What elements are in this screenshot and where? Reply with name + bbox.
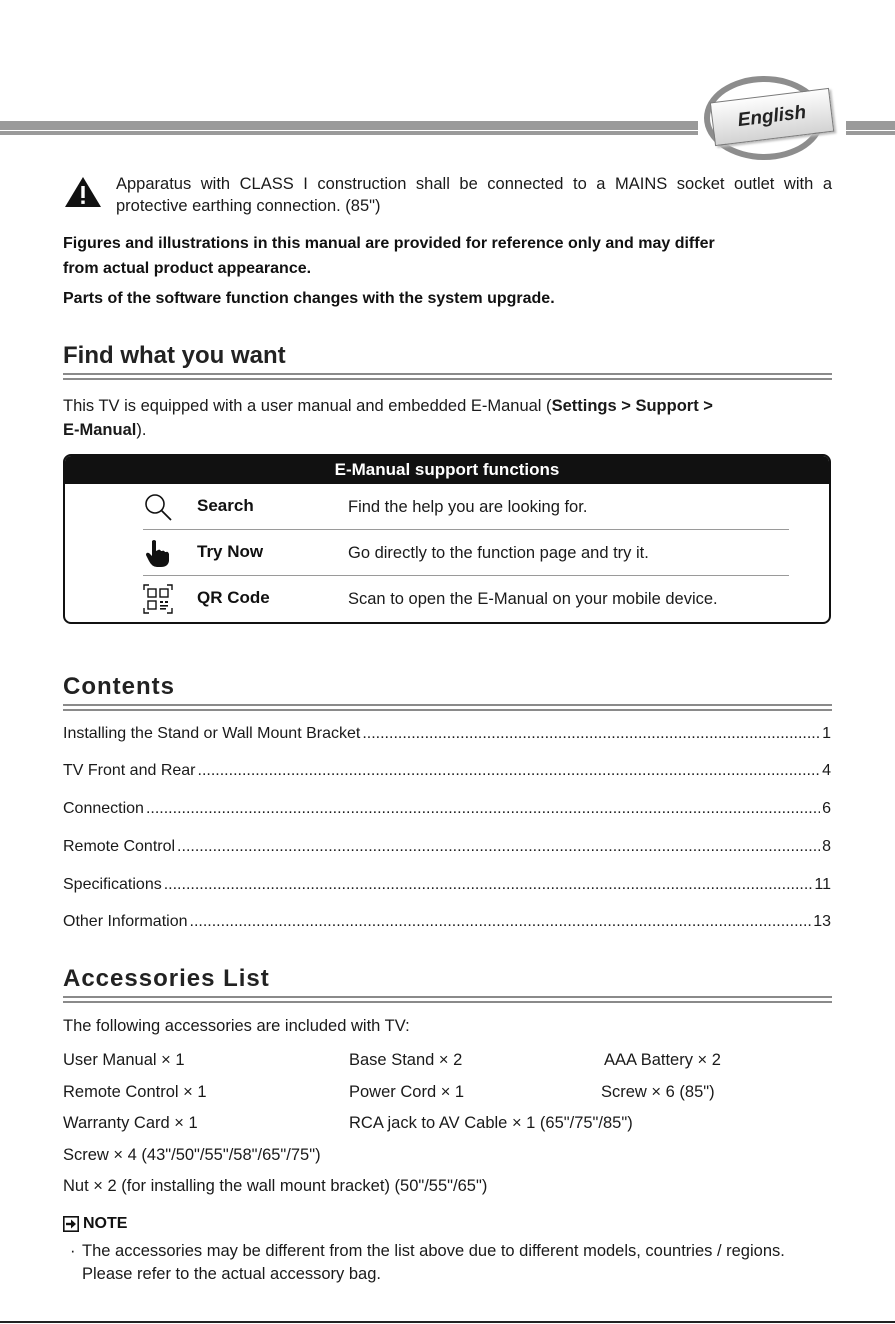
- hand-pointer-icon: [143, 538, 173, 568]
- warning-text: Apparatus with CLASS I construction shall be connected to a MAINS socket outlet with a protective earthing connection. (85"): [116, 175, 832, 215]
- note-bullet: ·: [70, 1242, 76, 1260]
- accessory-item: User Manual × 1: [63, 1051, 185, 1069]
- toc-entry[interactable]: [63, 762, 831, 784]
- note-text: The accessories may be different from the list above due to different models, countries / regions. Please refer to the actual accessory bag.: [82, 1242, 785, 1283]
- toc-entry-title: Specifications: [63, 876, 162, 893]
- toc-entry-title: Other Information: [63, 913, 188, 930]
- language-badge: English: [710, 88, 834, 146]
- note-body: [70, 1240, 810, 1286]
- toc-entry[interactable]: [63, 913, 831, 935]
- toc-entry-title: TV Front and Rear: [63, 762, 196, 779]
- note-arrow-icon: [63, 1216, 79, 1232]
- header-band-right: [846, 121, 895, 135]
- note-heading: [63, 1215, 127, 1233]
- toc-entry-page: 13: [813, 913, 831, 930]
- bottom-rule: [0, 1321, 895, 1323]
- accessories-intro: The following accessories are included with TV:: [63, 1017, 410, 1035]
- accessories-title: Accessories List: [63, 965, 270, 992]
- emanual-row-description: Scan to open the E-Manual on your mobile device.: [348, 590, 718, 608]
- toc-leader: [362, 725, 820, 743]
- toc-entry[interactable]: [63, 876, 831, 898]
- toc-leader: [146, 800, 820, 818]
- toc-entry[interactable]: [63, 725, 831, 747]
- emanual-row-label: Search: [197, 496, 254, 515]
- emanual-functions-table: [63, 454, 831, 624]
- accessory-item: Nut × 2 (for installing the wall mount bracket) (50"/55"/65"): [63, 1177, 488, 1195]
- contents-title: Contents: [63, 673, 175, 700]
- accessory-item: Base Stand × 2: [349, 1051, 463, 1069]
- find-intro-line-1: This TV is equipped with a user manual and embedded E-Manual (Settings > Support >: [63, 397, 713, 415]
- note-label: NOTE: [83, 1215, 128, 1232]
- accessory-item: Power Cord × 1: [349, 1083, 465, 1101]
- emanual-row-try-now: [143, 530, 789, 576]
- qr-code-icon: [143, 584, 173, 614]
- toc-entry[interactable]: [63, 800, 831, 822]
- emanual-row-search: [143, 484, 789, 530]
- search-icon: [143, 492, 173, 522]
- toc-entry-page: 1: [822, 725, 831, 742]
- toc-entry-page: 8: [822, 838, 831, 855]
- toc-leader: [164, 876, 813, 894]
- accessory-item: Screw × 6 (85"): [601, 1083, 715, 1101]
- emanual-row-qr-code: [143, 576, 789, 622]
- toc-leader: [198, 762, 821, 780]
- emanual-row-label: Try Now: [197, 542, 264, 561]
- disclaimer-line-3: Parts of the software function changes with the system upgrade.: [63, 290, 555, 307]
- find-section-title: Find what you want: [63, 342, 286, 369]
- toc-leader: [190, 913, 812, 931]
- contents-rule: [63, 704, 832, 711]
- header-band-left: [0, 121, 698, 135]
- accessory-item: Screw × 4 (43"/50"/55"/58"/65"/75"): [63, 1146, 321, 1164]
- toc-entry-title: Connection: [63, 800, 144, 817]
- toc-entry-page: 6: [822, 800, 831, 817]
- emanual-row-description: Go directly to the function page and try it.: [348, 544, 649, 562]
- accessory-item: AAA Battery × 2: [604, 1051, 721, 1069]
- find-section-rule: [63, 373, 832, 380]
- toc-entry[interactable]: [63, 838, 831, 860]
- accessory-item: Warranty Card × 1: [63, 1114, 198, 1132]
- toc-leader: [177, 838, 820, 856]
- emanual-row-description: Find the help you are looking for.: [348, 498, 588, 516]
- emanual-table-heading: E-Manual support functions: [65, 456, 829, 484]
- disclaimer-line-2: from actual product appearance.: [63, 260, 312, 277]
- accessory-item: Remote Control × 1: [63, 1083, 207, 1101]
- accessory-item: RCA jack to AV Cable × 1 (65"/75"/85"): [349, 1114, 633, 1132]
- toc-entry-page: 11: [814, 876, 831, 893]
- accessories-rule: [63, 996, 832, 1003]
- toc-entry-title: Remote Control: [63, 838, 176, 855]
- warning-icon: [64, 176, 102, 208]
- toc-entry-page: 4: [822, 762, 831, 779]
- toc-entry-title: Installing the Stand or Wall Mount Bracket: [63, 725, 361, 742]
- disclaimer-line-1: Figures and illustrations in this manual are provided for reference only and may differ: [63, 235, 715, 252]
- find-intro-line-2: E-Manual).: [63, 421, 147, 439]
- emanual-row-label: QR Code: [197, 588, 270, 607]
